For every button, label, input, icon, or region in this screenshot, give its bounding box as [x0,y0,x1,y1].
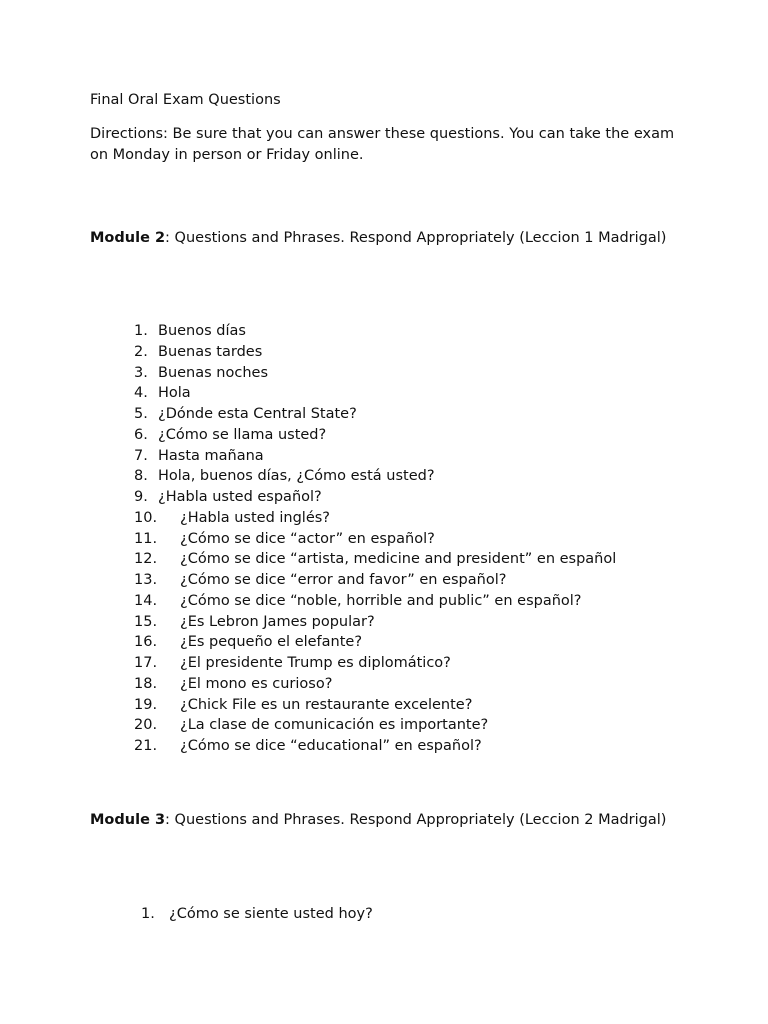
question-text: ¿Cómo se siente usted hoy? [169,906,373,922]
question-text: Hola [158,385,191,402]
question-text: ¿Es pequeño el elefante? [180,634,363,651]
question-text: ¿El mono es curioso? [180,675,333,692]
question-text: ¿Cómo se llama usted? [158,426,327,443]
question-number: 2. [134,343,148,360]
question-number: 14. [134,592,158,609]
module-3-heading-text: : Questions and Phrases. Respond Appropriately (Leccion 2 Madrigal) [165,812,667,828]
question-text: ¿Dónde esta Central State? [158,406,357,422]
question-text: ¿Cómo se dice “noble, horrible and public” en español? [180,592,582,609]
question-number: 1. [134,323,148,339]
question-text: Buenos días [158,323,246,339]
question-text: Buenas noches [158,364,268,381]
question-text: ¿Cómo se dice “actor” en español? [180,530,435,547]
question-number: 10. [134,509,158,526]
question-number: 13. [134,572,158,588]
question-text: ¿Habla usted inglés? [180,509,330,526]
document-title: Final Oral Exam Questions [90,92,281,108]
question-number: 8. [134,468,148,485]
question-text: Hasta mañana [158,447,264,464]
question-number: 9. [134,489,148,505]
question-number: 7. [134,447,148,464]
question-number: 20. [134,717,158,734]
question-number: 16. [134,634,158,651]
question-number: 1. [141,906,155,922]
module-2-heading-text: : Questions and Phrases. Respond Appropriately (Leccion 1 Madrigal) [165,230,667,246]
question-text: ¿Cómo se dice “error and favor” en español? [180,572,507,588]
question-text: ¿El presidente Trump es diplomático? [180,655,451,671]
question-number: 12. [134,551,158,568]
question-number: 5. [134,406,148,422]
question-number: 18. [134,675,158,692]
directions-text: Directions: Be sure that you can answer these questions. You can take the exam on Monday in person or Friday online. [90,126,675,163]
question-text: Hola, buenos días, ¿Cómo está usted? [158,468,435,485]
question-text: ¿La clase de comunicación es importante? [180,717,489,734]
module-3-heading [90,810,690,832]
module-3-label: Module 3 [90,812,166,828]
question-text: ¿Cómo se dice “educational” en español? [180,738,482,754]
module-2-heading [90,228,690,250]
question-number: 19. [134,696,158,713]
question-text: ¿Habla usted español? [158,489,322,505]
question-number: 3. [134,364,148,381]
question-number: 17. [134,655,158,671]
question-text: Buenas tardes [158,343,263,360]
question-number: 15. [134,613,158,630]
question-number: 6. [134,426,148,443]
question-number: 11. [134,530,158,547]
question-text: ¿Cómo se dice “artista, medicine and president” en español [180,551,617,568]
question-number: 4. [134,385,148,402]
module-2-label: Module 2 [90,230,166,246]
question-text: ¿Chick File es un restaurante excelente? [180,696,473,713]
question-number: 21. [134,738,158,754]
question-text: ¿Es Lebron James popular? [180,613,375,630]
